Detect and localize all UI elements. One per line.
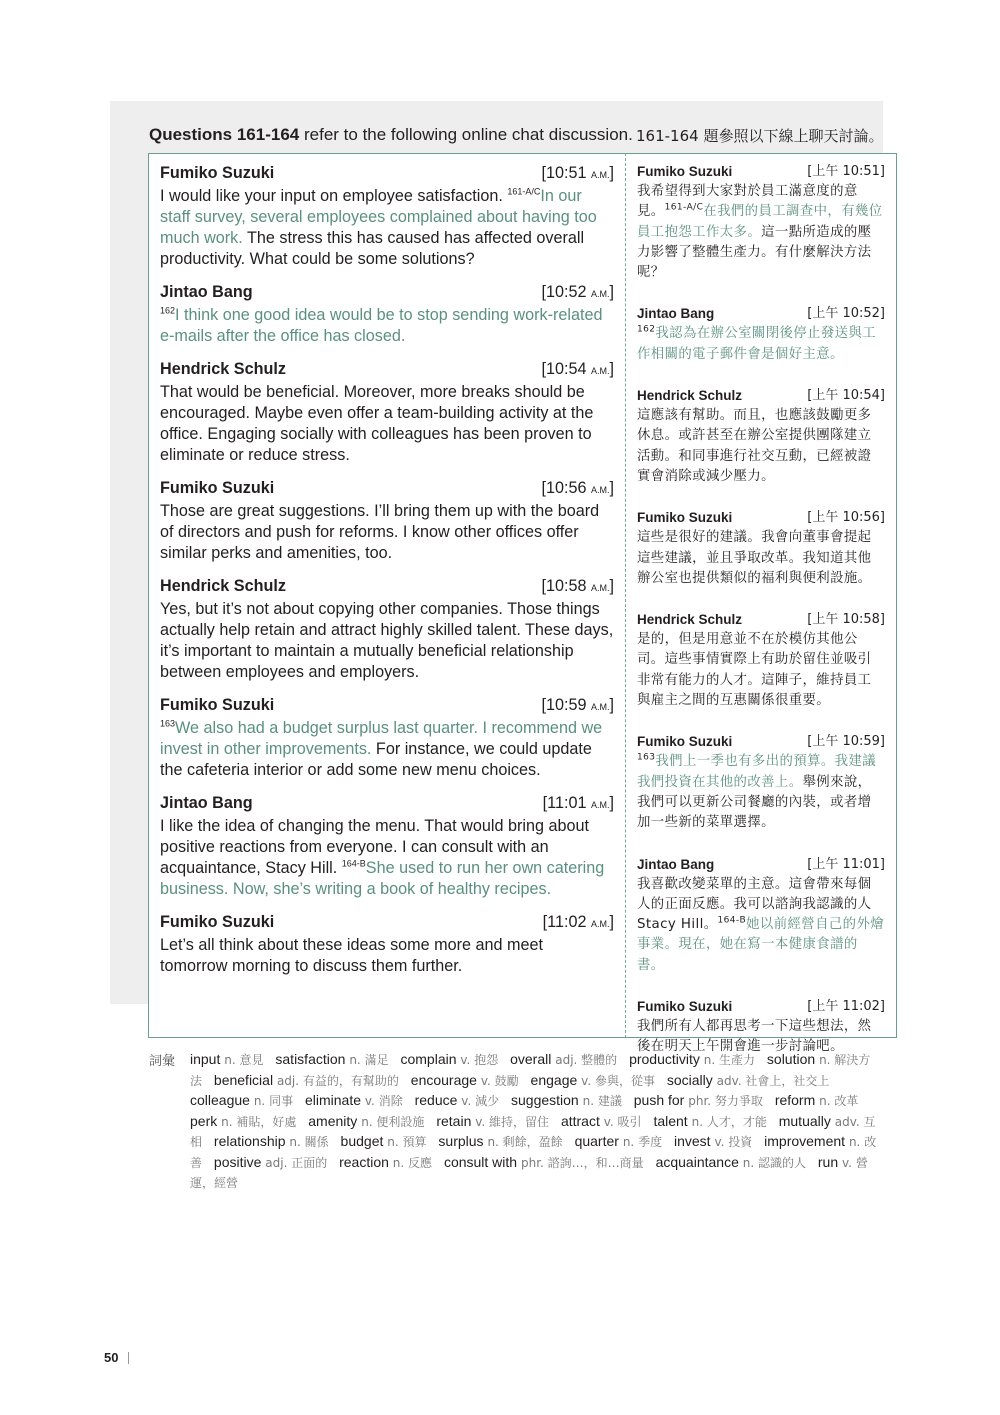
message-time	[541, 478, 614, 501]
message-close: ]	[609, 164, 614, 182]
message-body	[637, 630, 885, 711]
message-body	[637, 324, 885, 365]
question-reference: 163	[637, 752, 656, 763]
sender-name: Jintao Bang	[160, 283, 253, 301]
message-p1: 這些是很好的建議。我會向董事會提起這些建議，並且爭取改革。我知道其他辦公室也提供類似的福利與便利設施。	[637, 530, 872, 586]
message-p2: For instance, we could update the cafeteria interior or add some new menu choices.	[160, 740, 592, 779]
chat-message	[160, 478, 614, 564]
vocab-word: relationship	[213, 1133, 286, 1149]
page-number: 50	[104, 1350, 119, 1365]
vocab-word: beneficial	[213, 1071, 274, 1088]
vocab-word: mutually	[778, 1112, 831, 1129]
highlighted-text: 在我們的員工調查中，有幾位員工抱怨工作太多。	[637, 204, 883, 240]
vocab-word: overall	[510, 1051, 552, 1067]
vocab-definition: n. 改革	[819, 1094, 859, 1108]
sender-name: Hendrick Schulz	[160, 577, 286, 595]
vocab-definition: adv. 互相	[190, 1114, 876, 1149]
highlighted-text: 她以前經營自己的外燴事業。現在，她在寫一本健康食譜的書。	[637, 917, 885, 973]
vocab-definition: n. 建議	[582, 1094, 622, 1108]
questions-header-zh: 161-164 題參照以下線上聊天討論。	[636, 127, 884, 145]
translated-message	[637, 855, 885, 976]
message-body	[637, 752, 885, 833]
vocab-word: run	[817, 1153, 839, 1170]
message-time	[541, 695, 614, 718]
vocab-definition: adj. 有益的，有幫助的	[276, 1073, 399, 1088]
vocab-definition: v. 抱怨	[460, 1053, 499, 1067]
vocab-word: solution	[766, 1051, 816, 1067]
message-close: ]	[609, 794, 614, 812]
message-close: ]	[609, 479, 614, 497]
vocab-word: productivity	[629, 1051, 700, 1067]
sender-name: Fumiko Suzuki	[637, 510, 733, 526]
message-body	[637, 406, 885, 487]
message-time: [上午 10:54]	[807, 388, 885, 404]
sender-name: Fumiko Suzuki	[637, 999, 733, 1015]
chinese-translation-column	[637, 162, 885, 1079]
question-reference: 162	[637, 325, 656, 336]
question-reference: 162	[160, 305, 176, 316]
message-p1: 我希望得到大家對於員工滿意度的意見。	[637, 184, 858, 220]
message-p1: Let’s all think about these ideas some more and meet tomorrow morning to discuss them further.	[160, 936, 544, 975]
message-close: ]	[609, 360, 614, 378]
message-body	[160, 816, 614, 900]
vocab-word: suggestion	[511, 1092, 579, 1108]
vocab-word: invest	[673, 1133, 711, 1149]
message-body	[160, 186, 614, 270]
message-body	[160, 718, 614, 781]
message-time: [上午 11:02]	[807, 999, 885, 1015]
vocab-word: engage	[530, 1071, 578, 1088]
question-reference: 163	[160, 718, 176, 729]
vocab-definition: adv. 社會上，社交上	[716, 1073, 830, 1088]
vocab-word: eliminate	[304, 1092, 361, 1108]
column-divider	[625, 153, 626, 1038]
message-time: [上午 10:52]	[807, 306, 885, 322]
page-number-separator	[128, 1352, 129, 1364]
question-reference: 161-A/C	[664, 202, 704, 213]
vocabulary-list	[190, 1050, 889, 1194]
message-body	[637, 528, 885, 589]
sender-name: Fumiko Suzuki	[160, 913, 275, 931]
sender-name: Fumiko Suzuki	[160, 696, 275, 714]
vocab-definition: n. 認識的人	[742, 1155, 806, 1170]
chat-message	[160, 163, 614, 270]
sender-name: Hendrick Schulz	[637, 388, 743, 404]
chat-message	[160, 282, 614, 347]
vocab-definition: phr. 努力爭取	[688, 1094, 763, 1108]
message-p2: The stress this has caused has affected overall productivity. What could be some solutions?	[160, 229, 585, 268]
message-time: [11:01	[542, 794, 587, 812]
vocab-word: talent	[653, 1112, 688, 1129]
vocab-definition: v. 鼓勵	[480, 1073, 519, 1088]
english-chat-column	[160, 163, 614, 989]
translated-message	[637, 386, 885, 487]
message-p1: That would be beneficial. Moreover, more breaks should be encouraged. Maybe even offer a team-building activity at the office. Engaging socially with colleagues has been proven to eliminate or reduce stress.	[160, 383, 594, 464]
vocab-definition: v. 維持，留住	[475, 1114, 550, 1129]
questions-instruction: refer to the following online chat discussion.	[303, 125, 633, 144]
message-time	[541, 359, 614, 382]
highlighted-text: She used to run her own catering business. Now, she’s writing a book of healthy recipes.	[160, 859, 605, 898]
message-close: ]	[609, 577, 614, 595]
chat-message	[160, 912, 614, 977]
message-time	[541, 163, 614, 186]
vocab-definition: v. 投資	[714, 1135, 753, 1149]
message-time: [10:54	[541, 360, 587, 378]
vocab-definition: n. 預算	[387, 1135, 427, 1149]
message-time: [10:51	[541, 164, 587, 182]
message-ampm: A.M.	[590, 366, 610, 376]
sender-name: Fumiko Suzuki	[160, 479, 275, 497]
vocab-definition: n. 剩餘，盈餘	[487, 1135, 563, 1149]
sender-name: Jintao Bang	[637, 856, 715, 872]
vocab-word: consult with	[443, 1153, 518, 1170]
vocab-definition: n. 意見	[224, 1053, 264, 1067]
vocab-word: satisfaction	[275, 1051, 346, 1067]
message-ampm: A.M.	[590, 919, 610, 929]
chat-message	[160, 695, 614, 781]
vocab-definition: v. 參與，從事	[581, 1073, 655, 1088]
vocab-word: reduce	[414, 1092, 458, 1108]
message-p1: I like the idea of changing the menu. That would bring about positive reactions from everyone. I can consult with an acquaintance, Stacy Hill.	[160, 817, 589, 877]
message-time: [10:52	[541, 283, 587, 301]
translated-message	[637, 162, 885, 283]
message-time: [10:58	[541, 577, 587, 595]
vocab-word: input	[190, 1051, 221, 1067]
message-body	[160, 599, 614, 683]
question-reference: 164-B	[717, 915, 747, 926]
vocab-word: budget	[340, 1133, 384, 1149]
vocab-word: reform	[774, 1092, 816, 1108]
message-time: [上午 10:59]	[807, 734, 885, 750]
vocab-word: retain	[436, 1112, 472, 1129]
message-close: ]	[609, 696, 614, 714]
message-time: [上午 10:58]	[807, 612, 885, 628]
vocab-word: attract	[560, 1112, 600, 1129]
message-ampm: A.M.	[590, 170, 610, 180]
vocab-definition: n. 改善	[190, 1135, 877, 1170]
vocab-definition: n. 同事	[253, 1094, 294, 1108]
message-body	[637, 182, 885, 283]
highlighted-text: I think one good idea would be to stop sending work-related e-mails after the office has closed.	[160, 306, 603, 345]
vocab-definition: v. 減少	[461, 1094, 500, 1108]
vocab-word: surplus	[438, 1133, 484, 1149]
message-time: [10:59	[541, 696, 587, 714]
sender-name: Fumiko Suzuki	[160, 164, 275, 182]
vocab-definition: n. 解決方法	[190, 1053, 871, 1088]
message-p1: 我喜歡改變菜單的主意。這會帶來每個人的正面反應。我可以諮詢我認識的人 Stacy Hill。	[637, 876, 872, 933]
message-time	[543, 793, 614, 816]
highlighted-text: 我們上一季也有多出的預算。我建議我們投資在其他的改善上。	[637, 754, 877, 790]
translated-message	[637, 304, 885, 365]
highlighted-text: We also had a budget surplus last quarter. I recommend we invest in other improvements.	[160, 719, 603, 758]
message-body	[160, 501, 614, 564]
vocab-definition: adj. 整體的	[555, 1053, 618, 1067]
vocab-definition: v. 營運，經營	[190, 1155, 868, 1190]
vocab-definition: v. 消除	[364, 1094, 403, 1108]
vocab-word: colleague	[190, 1092, 250, 1108]
message-p1: Those are great suggestions. I’ll bring them up with the board of directors and push for reforms. I know other offices offer similar perks and amenities, too.	[160, 502, 600, 562]
chat-message	[160, 359, 614, 466]
vocab-definition: n. 關係	[289, 1135, 329, 1149]
question-reference: 161-A/C	[507, 186, 541, 197]
message-time	[541, 576, 614, 599]
question-reference: 164-B	[341, 858, 366, 869]
sender-name: Jintao Bang	[637, 306, 715, 322]
vocab-word: reaction	[339, 1153, 389, 1170]
vocabulary-label: 詞彙	[149, 1054, 176, 1069]
vocab-definition: n. 補貼，好處	[221, 1114, 297, 1129]
message-p2: 舉例來說，我們可以更新公司餐廳的內裝，或者增加一些新的菜單選擇。	[637, 774, 872, 831]
message-p1: I would like your input on employee satisfaction.	[160, 187, 508, 205]
message-body	[160, 305, 614, 347]
message-ampm: A.M.	[590, 702, 610, 712]
vocab-word: positive	[213, 1153, 262, 1170]
sender-name: Hendrick Schulz	[160, 360, 286, 378]
message-body	[160, 382, 614, 466]
questions-range: Questions 161-164	[149, 125, 300, 144]
vocab-definition: n. 生產力	[703, 1053, 756, 1067]
vocab-definition: phr. 諮詢…，和…商量	[520, 1155, 644, 1170]
highlighted-text: In our staff survey, several employees complained about having too much work.	[160, 187, 597, 247]
vocab-definition: n. 人才，才能	[691, 1114, 767, 1129]
vocab-word: improvement	[764, 1133, 846, 1149]
vocab-word: encourage	[410, 1071, 477, 1088]
message-ampm: A.M.	[590, 485, 610, 495]
message-p2: 這一點所造成的壓力影響了整體生產力。有什麼解決方法呢？	[637, 224, 872, 281]
message-body	[160, 935, 614, 977]
sender-name: Hendrick Schulz	[637, 612, 743, 628]
vocabulary-section	[149, 1050, 889, 1194]
message-time: [上午 10:56]	[807, 510, 885, 526]
vocab-word: push for	[633, 1092, 685, 1108]
message-p1: 這應該有幫助。而且，也應該鼓勵更多休息。或許甚至在辦公室提供團隊建立活動。和同事進行社交互動，已經被證實會消除或減少壓力。	[637, 408, 872, 484]
message-time: [11:02	[542, 913, 587, 931]
message-ampm: A.M.	[590, 800, 610, 810]
translated-message	[637, 610, 885, 711]
message-time: [10:56	[541, 479, 587, 497]
vocab-word: perk	[190, 1112, 218, 1129]
vocab-word: quarter	[574, 1133, 619, 1149]
vocab-definition: n. 便利設施	[361, 1114, 425, 1129]
message-p1: 是的，但是用意並不在於模仿其他公司。這些事情實際上有助於留住並吸引非常有能力的人才。這陣子，維持員工與雇主之間的互惠關係很重要。	[637, 632, 872, 709]
chat-message	[160, 793, 614, 900]
vocab-definition: n. 滿足	[349, 1053, 389, 1067]
message-body	[637, 875, 885, 976]
message-time	[543, 912, 614, 935]
vocab-word: acquaintance	[655, 1153, 739, 1170]
message-close: ]	[609, 283, 614, 301]
translated-message	[637, 508, 885, 589]
vocab-definition: v. 吸引	[603, 1114, 642, 1129]
vocab-definition: adj. 正面的	[265, 1155, 328, 1170]
message-close: ]	[609, 913, 614, 931]
vocab-definition: n. 季度	[622, 1135, 663, 1149]
vocab-word: socially	[666, 1071, 713, 1088]
message-time	[541, 282, 614, 305]
highlighted-text: 我認為在辦公室關閉後停止發送與工作相關的電子郵件會是個好主意。	[637, 326, 877, 362]
message-p1: Yes, but it’s not about copying other companies. Those things actually help retain and attract highly skilled talent. These days, it’s important to maintain a mutually beneficial relationship between employees and employers.	[160, 600, 614, 681]
vocab-word: complain	[400, 1051, 457, 1067]
questions-header	[149, 125, 633, 145]
message-time: [上午 11:01]	[807, 856, 885, 872]
message-ampm: A.M.	[590, 583, 610, 593]
sender-name: Jintao Bang	[160, 794, 253, 812]
vocab-definition: n. 反應	[392, 1155, 433, 1170]
message-p1: 我們所有人都再思考一下這些想法，然後在明天上午開會進一步討論吧。	[637, 1019, 872, 1055]
vocab-word: amenity	[308, 1112, 358, 1129]
translated-message	[637, 732, 885, 833]
message-time: [上午 10:51]	[807, 164, 885, 179]
sender-name: Fumiko Suzuki	[637, 164, 733, 179]
sender-name: Fumiko Suzuki	[637, 734, 733, 750]
chat-message	[160, 576, 614, 683]
translated-message	[637, 997, 885, 1058]
message-ampm: A.M.	[590, 289, 610, 299]
